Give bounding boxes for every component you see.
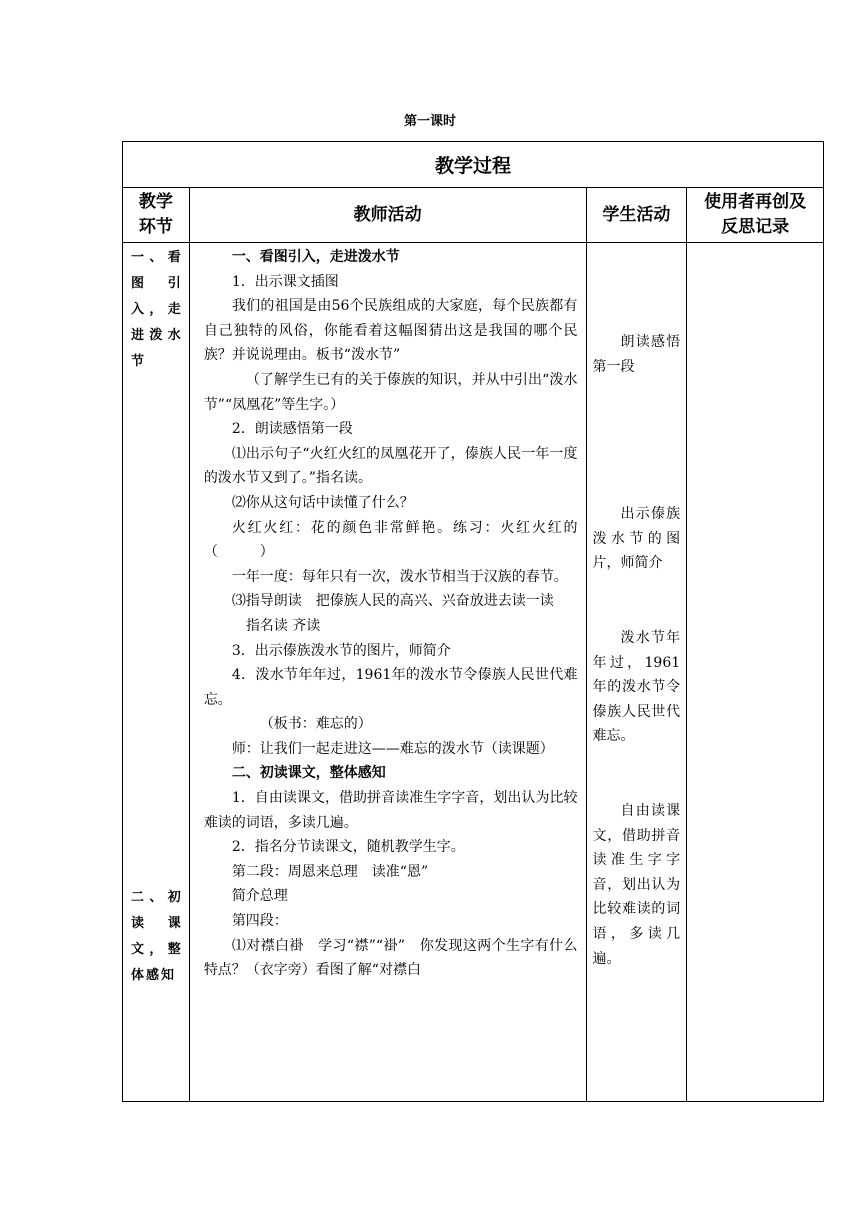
teacher-line: ⑴出示句子“火红火红的凤凰花开了，傣族人民一年一度的泼水节又到了。”指名读。 xyxy=(203,445,578,487)
stage-cell xyxy=(123,243,190,1102)
teacher-line: 2．指名分节读课文，随机教学生字。 xyxy=(231,839,465,856)
header-reflection-label: 使用者再创及反思记录 xyxy=(704,192,807,237)
student-activity-cell xyxy=(586,243,687,1102)
teacher-line: 3．出示傣族泼水节的图片，师简介 xyxy=(231,642,451,659)
stage-2: 二、初读课文，整体感知 xyxy=(131,890,183,983)
teacher-line: 1．自由读课文，借助拼音读准生字字音，划出认为比较难读的词语，多读几遍。 xyxy=(203,790,578,831)
student-note-3: 泼水节年年过，1961年的泼水节令傣族人民世代难忘。 xyxy=(592,629,681,745)
student-note-1: 朗读感悟第一段 xyxy=(592,334,681,375)
header-teacher: 教师活动 xyxy=(189,188,586,243)
teacher-line: 我们的祖国是由56个民族组成的大家庭，每个民族都有自己独特的风俗，你能看着这幅图猜出这是我国的哪个民族？并说说理由。板书“泼水节” xyxy=(203,298,578,364)
table-title: 教学过程 xyxy=(123,142,824,188)
header-reflection xyxy=(687,188,824,243)
teacher-line: （了解学生已有的关于傣族的知识，并从中引出“泼水节”“凤凰花”等生字。） xyxy=(203,371,578,413)
teacher-line: 第四段： xyxy=(231,913,288,930)
teacher-line: 简介总理 xyxy=(231,888,288,905)
header-student: 学生活动 xyxy=(586,188,687,243)
header-stage-label: 教学环节 xyxy=(138,192,173,237)
teacher-line: 火红火红：花的颜色非常鲜艳。练习：火红火红的（ ） xyxy=(203,519,578,561)
section-heading-1: 一、看图引入，走进泼水节 xyxy=(231,249,400,265)
teacher-line: 2．朗读感悟第一段 xyxy=(231,421,353,438)
reflection-cell xyxy=(687,243,824,1102)
teacher-line: 1．出示课文插图 xyxy=(231,273,339,290)
section-heading-2: 二、初读课文，整体感知 xyxy=(231,765,386,782)
teacher-line: ⑴对襟白褂 学习“襟”“褂” 你发现这两个生字有什么特点？（衣字旁）看图了解“对襟白 xyxy=(203,937,578,979)
header-stage xyxy=(123,188,190,243)
teacher-line: ⑵你从这句话中读懂了什么？ xyxy=(231,494,414,511)
stage-1: 一、看图引入，走进泼水节 xyxy=(131,250,183,369)
teaching-process-table xyxy=(122,141,824,1102)
student-note-4: 自由读课文，借助拼音读准生字字音，划出认为比较难读的词语，多读几遍。 xyxy=(592,802,681,967)
teacher-line: 4．泼水节年年过，1961年的泼水节令傣族人民世代难忘。 xyxy=(203,667,578,708)
teacher-line: （板书：难忘的） xyxy=(259,716,372,733)
student-note-2: 出示傣族泼水节的图片，师简介 xyxy=(592,506,681,572)
teacher-line: 一年一度：每年只有一次，泼水节相当于汉族的春节。 xyxy=(231,568,568,585)
teacher-line: 第二段：周恩来总理 读准“恩” xyxy=(231,863,429,880)
lesson-label: 第一课时 xyxy=(403,114,456,129)
teacher-line: 师：让我们一起走进这——难忘的泼水节（读课题） xyxy=(231,740,554,757)
teacher-line: 指名读 齐读 xyxy=(245,617,321,634)
teacher-activity-cell xyxy=(189,243,586,1102)
teacher-line: ⑶指导朗读 把傣族人民的高兴、兴奋放进去读一读 xyxy=(231,593,554,610)
